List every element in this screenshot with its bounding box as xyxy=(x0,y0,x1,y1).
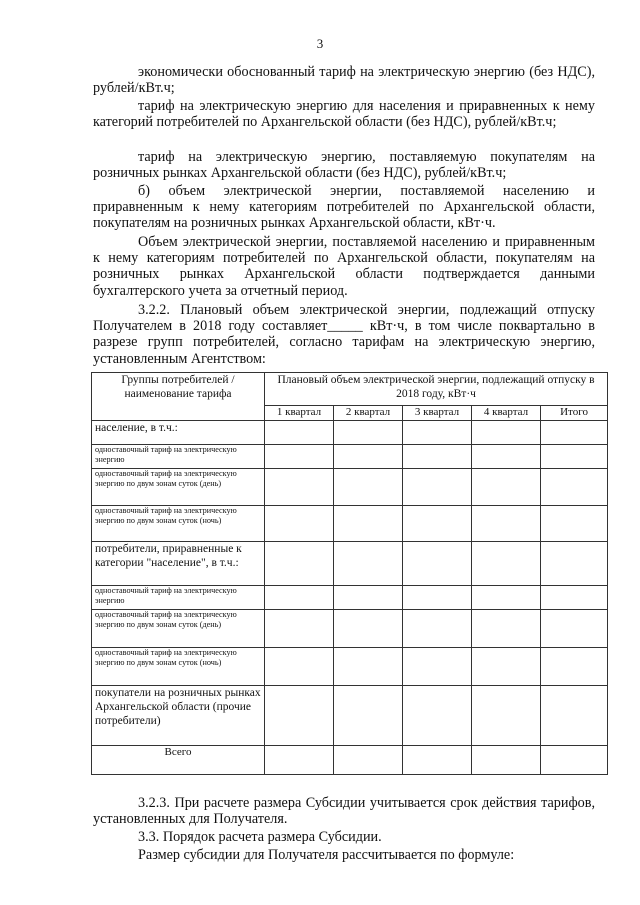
table-row xyxy=(92,542,608,586)
table-row xyxy=(92,445,608,469)
table-row xyxy=(92,610,608,648)
paragraph-3-2-2: 3.2.2. Плановый объем электрической энергии, подлежащий отпуску Получателем в 2018 году составляет_____ кВт·ч, в том числе поквартально в разрезе групп потребителей, согласно тарифам на электрическую энергию, установленным Агентством: xyxy=(93,302,595,367)
row-label-single-rate-night-2: одноставочный тариф на электрическую энергию по двум зонам суток (ночь) xyxy=(92,648,265,686)
paragraph-3-3: 3.3. Порядок расчета размера Субсидии. xyxy=(138,829,382,845)
header-quarter-1: 1 квартал xyxy=(265,406,334,421)
row-label-retail-buyers: покупатели на розничных рынках Архангельской области (прочие потребители) xyxy=(92,686,265,746)
table-row xyxy=(92,506,608,542)
row-label-single-rate-day: одноставочный тариф на электрическую энергию по двум зонам суток (день) xyxy=(92,469,265,506)
header-quarter-4: 4 квартал xyxy=(472,406,541,421)
table-row xyxy=(92,686,608,746)
row-label-single-rate-2: одноставочный тариф на электрическую энергию xyxy=(92,586,265,610)
table-row xyxy=(92,648,608,686)
paragraph-3-2-3: 3.2.3. При расчете размера Субсидии учитывается срок действия тарифов, установленных для Получателя. xyxy=(93,795,595,828)
header-consumer-groups: Группы потребителей / наименование тарифа xyxy=(92,373,265,421)
table-row xyxy=(92,586,608,610)
row-label-single-rate-day-2: одноставочный тариф на электрическую энергию по двум зонам суток (день) xyxy=(92,610,265,648)
table-row xyxy=(92,421,608,445)
header-quarter-2: 2 квартал xyxy=(334,406,403,421)
row-label-equated-consumers: потребители, приравненные к категории "население", в т.ч.: xyxy=(92,542,265,586)
row-label-total: Всего xyxy=(92,746,265,775)
header-total: Итого xyxy=(541,406,608,421)
paragraph-retail-tariff: тариф на электрическую энергию, поставляемую покупателям на розничных рынках Архангельской области (без НДС), рублей/кВт.ч; xyxy=(93,149,595,182)
header-quarter-3: 3 квартал xyxy=(403,406,472,421)
paragraph-population-tariff: тариф на электрическую энергию для населения и приравненных к нему категорий потребителей по Архангельской области (без НДС), рублей/кВт.ч; xyxy=(93,98,595,131)
paragraph-economic-tariff: экономически обоснованный тариф на электрическую энергию (без НДС), рублей/кВт.ч; xyxy=(93,64,595,97)
row-label-population: население, в т.ч.: xyxy=(92,421,265,445)
row-label-single-rate: одноставочный тариф на электрическую энергию xyxy=(92,445,265,469)
planned-volume-table xyxy=(91,372,608,775)
paragraph-volume-b: б) объем электрической энергии, поставляемой населению и приравненным к нему категориям потребителей по Архангельской области, покупателям на розничных рынках Архангельской области, кВт·ч. xyxy=(93,183,595,232)
paragraph-formula-intro: Размер субсидии для Получателя рассчитывается по формуле: xyxy=(138,847,515,863)
table-row xyxy=(92,746,608,775)
paragraph-volume-confirmation: Объем электрической энергии, поставляемой населению и приравненным к нему категориям потребителей по Архангельской области, покупателям на розничных рынках Архангельской области подтверждается данными бухгалтерского учета за отчетный период. xyxy=(93,234,595,299)
row-label-single-rate-night: одноставочный тариф на электрическую энергию по двум зонам суток (ночь) xyxy=(92,506,265,542)
header-planned-volume: Плановый объем электрической энергии, подлежащий отпуску в 2018 году, кВт·ч xyxy=(265,373,608,406)
page-number: 3 xyxy=(316,36,324,51)
table-row xyxy=(92,469,608,506)
